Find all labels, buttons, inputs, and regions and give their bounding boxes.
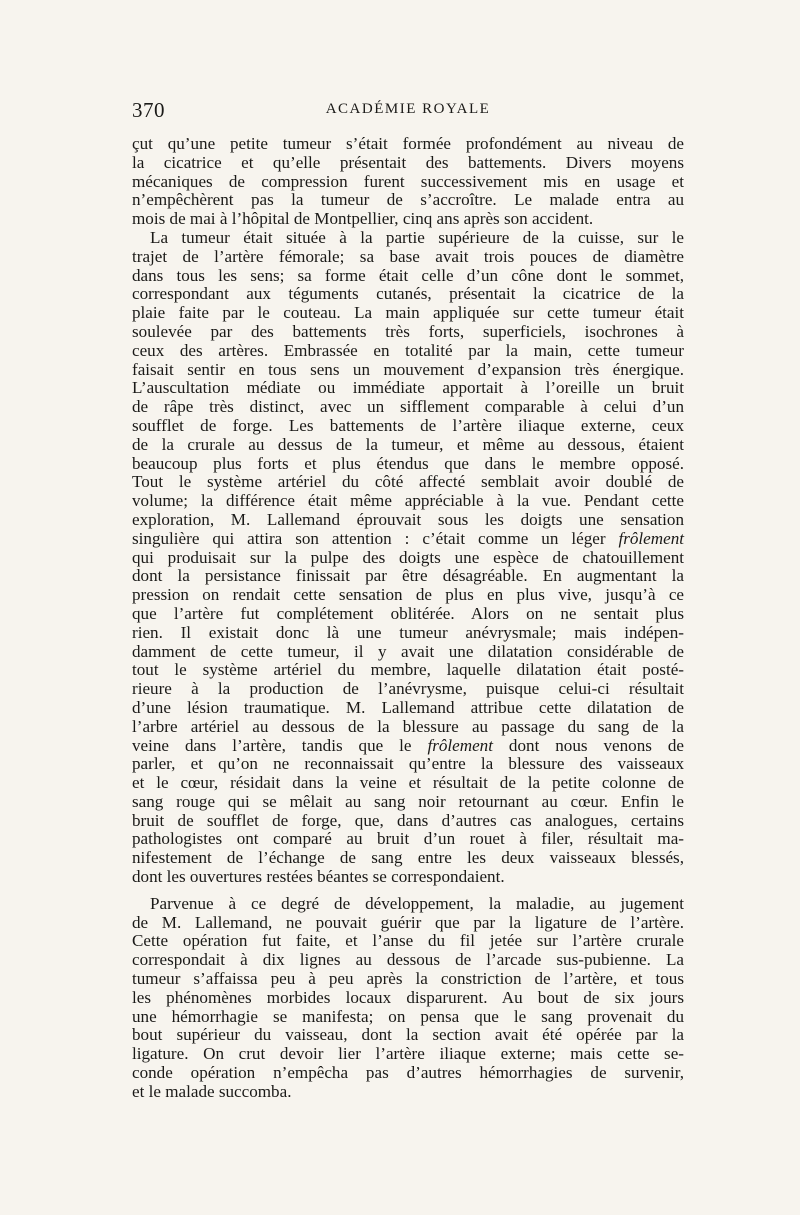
text-line (132, 755, 684, 774)
text-line (132, 304, 684, 323)
text-line (132, 1026, 684, 1045)
body-text (132, 135, 684, 1102)
text-segment: soufflet de forge. Les battements de l’artère iliaque externe, ceux (132, 415, 684, 435)
text-line (132, 417, 684, 436)
text-segment: et le malade succomba. (132, 1081, 292, 1101)
text-segment: mécaniques de compression furent successivement mis en usage et (132, 171, 684, 191)
text-line (132, 586, 684, 605)
text-line (132, 492, 684, 511)
text-segment: d’une lésion traumatique. M. Lallemand attribue cette dilatation de (132, 697, 684, 717)
text-segment: la cicatrice et qu’elle présentait des battements. Divers moyens (132, 152, 684, 172)
text-line (132, 285, 684, 304)
text-segment: une hémorrhagie se manifesta; on pensa que le sang provenait du (132, 1006, 684, 1026)
text-line (132, 624, 684, 643)
text-line (132, 342, 684, 361)
text-line (132, 849, 684, 868)
text-line (132, 1083, 684, 1102)
text-line (132, 605, 684, 624)
text-line (132, 989, 684, 1008)
text-segment: La tumeur était située à la partie supérieure de la cuisse, sur le (150, 227, 684, 247)
text-line (132, 1008, 684, 1027)
text-segment: L’auscultation médiate ou immédiate apportait à l’oreille un bruit (132, 378, 684, 398)
text-segment: ceux des artères. Embrassée en totalité par la main, cette tumeur (132, 340, 684, 360)
text-segment: çut qu’une petite tumeur s’était formée profondément au niveau de (132, 134, 684, 153)
text-segment: dans tous les sens; sa forme était celle d’un cône dont le sommet, (132, 265, 684, 285)
italic-term: frôlement (618, 528, 684, 548)
text-line (132, 830, 684, 849)
text-segment: pathologistes ont comparé au bruit d’un rouet à filer, résultait ma- (132, 829, 684, 849)
text-line (132, 932, 684, 951)
text-segment: tumeur s’affaissa peu à peu après la constriction de l’artère, et tous (132, 969, 684, 989)
text-segment: conde opération n’empêcha pas d’autres hémorrhagies de survenir, (132, 1063, 684, 1083)
text-segment: de la crurale au dessus de la tumeur, et même au dessous, étaient (132, 434, 684, 454)
text-segment: soulevée par des battements très forts, superficiels, isochrones à (132, 321, 684, 341)
text-segment: bout supérieur du vaisseau, dont la section avait été opérée par la (132, 1025, 684, 1045)
text-line (132, 793, 684, 812)
text-segment: exploration, M. Lallemand éprouvait sous les doigts une sensation (132, 509, 684, 529)
text-line (132, 379, 684, 398)
text-segment: ligature. On crut devoir lier l’artère iliaque externe; mais cette se- (132, 1044, 684, 1064)
text-line (132, 511, 684, 530)
text-segment: dont la persistance finissait par être désagréable. En augmentant la (132, 566, 684, 586)
text-line (132, 718, 684, 737)
text-segment: damment de cette tumeur, il y avait une dilatation considérable de (132, 641, 684, 661)
text-line (132, 361, 684, 380)
text-line (132, 643, 684, 662)
text-line (132, 248, 684, 267)
text-segment: nifestement de l’échange de sang entre les deux vaisseaux blessés, (132, 848, 684, 868)
text-segment: plaie faite par le couteau. La main appliquée sur cette tumeur était (132, 303, 684, 323)
text-segment: mois de mai à l’hôpital de Montpellier, cinq ans après son accident. (132, 209, 594, 229)
text-segment: Parvenue à ce degré de développement, la maladie, au jugement (150, 893, 684, 913)
text-segment: et le cœur, résidait dans la veine et résultait de la petite colonne de (132, 773, 684, 793)
text-line (132, 229, 684, 248)
text-line (132, 135, 684, 154)
text-segment: sang rouge qui se mêlait au sang noir retournant au cœur. Enfin le (132, 791, 684, 811)
text-segment: n’empêchèrent pas la tumeur de s’accroître. Le malade entra au (132, 190, 684, 210)
text-segment: rieure à la production de l’anévrysme, puisque celui-ci résultait (132, 679, 684, 699)
text-line (132, 267, 684, 286)
text-line (132, 455, 684, 474)
text-segment: dont les ouvertures restées béantes se correspondaient. (132, 867, 505, 887)
text-line (132, 436, 684, 455)
text-line (132, 951, 684, 970)
text-line (132, 210, 684, 229)
text-line (132, 473, 684, 492)
text-segment: les phénomènes morbides locaux disparurent. Au bout de six jours (132, 987, 684, 1007)
text-line (132, 895, 684, 914)
running-head: ACADÉMIE ROYALE (325, 101, 491, 117)
text-line (132, 699, 684, 718)
text-line (132, 737, 684, 756)
text-segment: correspondant aux téguments cutanés, présentait la cicatrice de la (132, 284, 684, 304)
text-line (132, 398, 684, 417)
text-line (132, 530, 684, 549)
text-line (132, 868, 684, 887)
text-line (132, 812, 684, 831)
text-line (132, 173, 684, 192)
text-segment: qui produisait sur la pulpe des doigts une espèce de chatouillement (132, 547, 684, 567)
text-segment: que l’artère fut complétement oblitérée. Alors on ne sentait plus (132, 603, 684, 623)
page-number: 370 (132, 98, 165, 122)
text-segment: volume; la différence était même appréciable à la vue. Pendant cette (132, 491, 684, 511)
italic-term: frôlement (427, 735, 493, 755)
text-segment: tout le système artériel du membre, laquelle dilatation était posté- (132, 660, 684, 680)
text-segment: beaucoup plus forts et plus étendus que dans le membre opposé. (132, 453, 684, 473)
text-line (132, 1064, 684, 1083)
text-segment: veine dans l’artère, tandis que le (132, 735, 428, 755)
text-segment: rien. Il existait donc là une tumeur anévrysmale; mais indépen- (132, 622, 684, 642)
text-segment: dont nous venons de (492, 735, 684, 755)
text-segment: l’arbre artériel au dessous de la blessure au passage du sang de la (132, 716, 684, 736)
page-header (132, 98, 684, 128)
text-segment: parler, et qu’on ne reconnaissait qu’entre la blessure des vaisseaux (132, 754, 684, 774)
text-line (132, 774, 684, 793)
text-line (132, 154, 684, 173)
text-line (132, 914, 684, 933)
text-segment: Tout le système artériel du côté affecté semblait avoir doublé de (132, 472, 684, 492)
text-segment: faisait sentir en tous sens un mouvement d’expansion très énergique. (132, 359, 684, 379)
text-line (132, 567, 684, 586)
text-segment: bruit de soufflet de forge, que, dans d’autres cas analogues, certains (132, 810, 684, 830)
text-segment: singulière qui attira son attention : c’était comme un léger (132, 528, 619, 548)
text-line (132, 323, 684, 342)
text-segment: de M. Lallemand, ne pouvait guérir que par la ligature de l’artère. (132, 912, 684, 932)
text-segment: Cette opération fut faite, et l’anse du fil jetée sur l’artère crurale (132, 931, 684, 951)
text-segment: de râpe très distinct, avec un sifflement comparable à celui d’un (132, 397, 684, 417)
text-segment: correspondait à dix lignes au dessous de l’arcade sus-pubienne. La (132, 950, 684, 970)
text-line (132, 191, 684, 210)
text-line (132, 661, 684, 680)
text-line (132, 680, 684, 699)
text-line (132, 1045, 684, 1064)
text-line (132, 970, 684, 989)
text-line (132, 549, 684, 568)
text-segment: pression on rendait cette sensation de plus en plus vive, jusqu’à ce (132, 585, 684, 605)
text-segment: trajet de l’artère fémorale; sa base avait trois pouces de diamètre (132, 246, 684, 266)
